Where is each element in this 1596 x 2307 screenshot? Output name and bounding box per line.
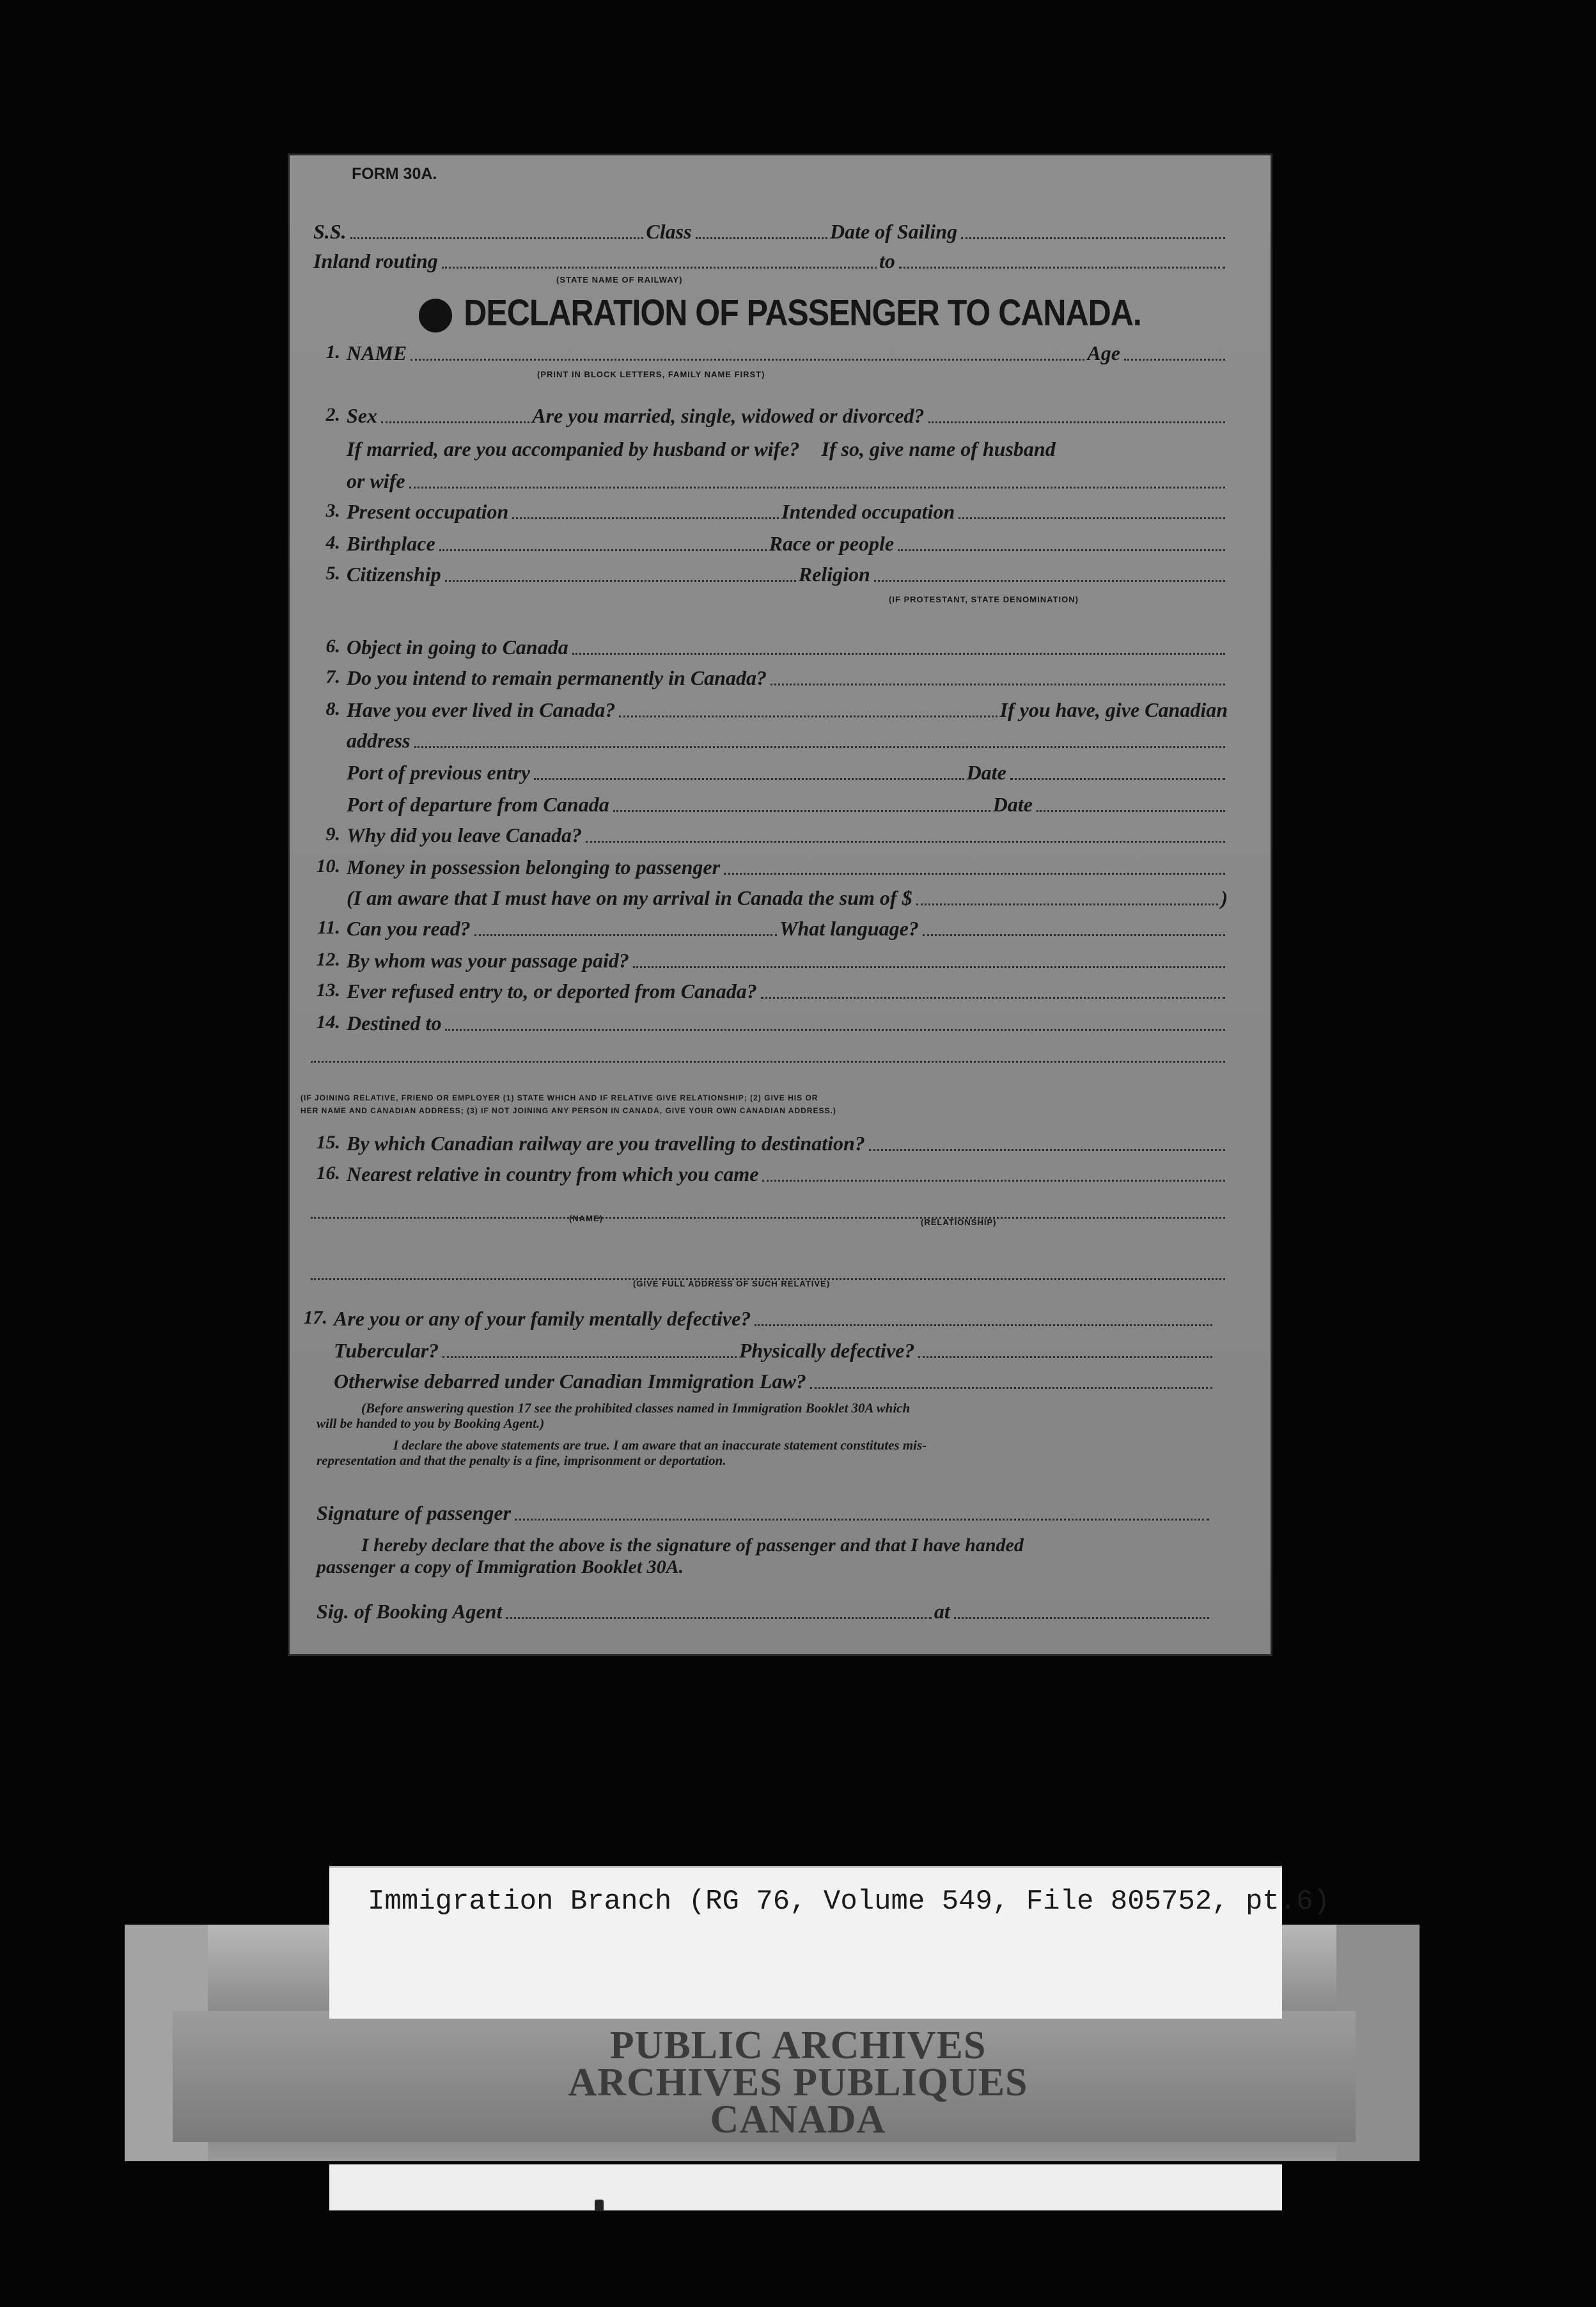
q11-row: 11. Can you read? What language? — [288, 909, 1272, 941]
religion-hint: (IF PROTESTANT, STATE DENOMINATION) — [889, 595, 1079, 604]
archive-label-card — [329, 1866, 1331, 2019]
relationship-sub-label: (RELATIONSHIP) — [921, 1217, 997, 1227]
railway-hint: (STATE NAME OF RAILWAY) — [556, 275, 683, 285]
archives-stamp: PUBLIC ARCHIVES ARCHIVES PUBLIQUES CANADA — [568, 2024, 1028, 2141]
age-label: Age — [1087, 341, 1120, 364]
date-departure-field — [1037, 810, 1225, 812]
q14-line2 — [288, 1036, 1272, 1068]
present-occupation-field — [512, 517, 779, 519]
name-label: NAME — [347, 341, 407, 364]
sex-field — [381, 421, 529, 423]
date-of-sailing-field — [961, 237, 1225, 239]
port-previous-field — [534, 778, 964, 780]
name-hint: (PRINT IN BLOCK LETTERS, FAMILY NAME FIRST) — [537, 370, 765, 379]
bottom-card — [329, 2164, 1282, 2210]
read-field — [474, 934, 777, 936]
note-line-2: will be handed to you by Booking Agent.) — [317, 1416, 545, 1431]
q16-row: 16. Nearest relative in country from which you came — [288, 1155, 1272, 1187]
lived-field — [619, 716, 997, 717]
defective-field — [755, 1324, 1212, 1326]
q14-row: 14. Destined to — [288, 1004, 1272, 1036]
date-previous-field — [1010, 778, 1225, 780]
q7-row: 7. Do you intend to remain permanently in Canada? — [288, 659, 1272, 691]
physically-defective-field — [918, 1356, 1212, 1358]
agent-signature-field — [506, 1617, 931, 1619]
hereby-line-2: passenger a copy of Immigration Booklet 30A. — [317, 1556, 684, 1577]
q6-row: 6. Object in going to Canada — [288, 628, 1272, 660]
signature-row: Signature of passenger — [288, 1494, 1272, 1526]
q2-spouse-row — [288, 430, 1272, 462]
form-code: FORM 30A. — [352, 165, 437, 183]
declare-line-2: representation and that the penalty is a fine, imprisonment or deportation. — [317, 1453, 726, 1468]
destined-field — [445, 1029, 1225, 1031]
tick-mark — [595, 2200, 604, 2211]
signature-field — [515, 1519, 1209, 1521]
q14-hint-2: HER NAME AND CANADIAN ADDRESS; (3) IF NOT JOINING ANY PERSON IN CANADA, GIVE YOUR OWN CANADIAN ADDRESS.) — [301, 1106, 836, 1115]
why-leave-field — [586, 841, 1225, 843]
q8-port-dep-row: Port of departure from Canada Date — [288, 785, 1272, 817]
canadian-address-field — [414, 746, 1225, 748]
language-field — [923, 934, 1225, 936]
address-hint: (GIVE FULL ADDRESS OF SUCH RELATIVE) — [633, 1279, 831, 1288]
intended-occupation-field — [958, 517, 1225, 519]
q17-row: 17. Are you or any of your family mentally defective? — [288, 1299, 1272, 1331]
name-field — [411, 359, 1084, 361]
to-label: to — [879, 249, 895, 272]
relative-field — [762, 1180, 1225, 1182]
note-line-1: (Before answering question 17 see the prohibited classes named in Immigration Booklet 30A which — [361, 1400, 911, 1416]
q17-other-row: Otherwise debarred under Canadian Immigration Law? — [288, 1362, 1272, 1394]
q17-tb-row: Tubercular? Physically defective? — [288, 1331, 1272, 1363]
q2-row: 2. Sex Are you married, single, widowed or divorced? — [288, 396, 1272, 428]
refused-field — [761, 997, 1225, 999]
spouse-name-field — [409, 487, 1225, 489]
railway-field — [869, 1149, 1225, 1151]
sailing-row — [288, 212, 1272, 244]
agent-row: Sig. of Booking Agent at — [288, 1592, 1272, 1624]
passenger-declaration-form — [288, 153, 1272, 1656]
tubercular-field — [442, 1356, 737, 1358]
q9-row: 9. Why did you leave Canada? — [288, 816, 1272, 848]
marital-label: Are you married, single, widowed or divorced? — [532, 404, 925, 427]
q8-address-row: address — [288, 721, 1272, 753]
race-field — [898, 549, 1225, 551]
agent-location-field — [954, 1617, 1209, 1619]
sex-label: Sex — [347, 404, 377, 427]
q4-row: 4. Birthplace Race or people — [288, 524, 1272, 556]
debarred-field — [810, 1387, 1212, 1389]
if-married-label: If married, are you accompanied by husband or wife? — [347, 437, 800, 460]
class-field — [696, 237, 827, 239]
form-title: DECLARATION OF PASSENGER TO CANADA. — [288, 292, 1272, 334]
marital-field — [928, 421, 1225, 423]
inland-routing-row — [288, 242, 1272, 274]
remain-field — [771, 684, 1225, 685]
hereby-line-1: I hereby declare that the above is the signature of passenger and that I have handed — [361, 1535, 1024, 1556]
sum-field — [916, 903, 1219, 905]
date-of-sailing-label: Date of Sailing — [829, 220, 958, 243]
religion-field — [874, 580, 1225, 582]
inland-routing-label: Inland routing — [313, 249, 438, 272]
if-so-label: If so, give name of husband — [821, 437, 1056, 460]
q15-row: 15. By which Canadian railway are you travelling to destination? — [288, 1124, 1272, 1156]
q5-row: 5. Citizenship Religion — [288, 555, 1272, 587]
q8-row: 8. Have you ever lived in Canada? If you have, give Canadian — [325, 698, 1228, 721]
class-label: Class — [646, 220, 692, 243]
punch-hole — [419, 299, 452, 332]
archive-reference: Immigration Branch (RG 76, Volume 549, File 805752, pt.6) — [368, 1886, 1331, 1918]
port-departure-field — [613, 810, 990, 812]
age-field — [1124, 359, 1225, 361]
relative-name-field — [311, 1217, 1225, 1219]
ss-field — [350, 237, 644, 239]
q10-row: 10. Money in possession belonging to passenger — [288, 848, 1272, 880]
q8-port-prev-row: Port of previous entry Date — [288, 753, 1272, 785]
q1-row: 1. NAME Age — [288, 334, 1272, 366]
inland-routing-field — [442, 267, 877, 269]
q2-wife-row: or wife — [288, 462, 1272, 494]
q14-hint-1: (IF JOINING RELATIVE, FRIEND OR EMPLOYER (1) STATE WHICH AND IF RELATIVE GIVE RELATIONSHIP; (2) GIVE HIS OR — [301, 1093, 818, 1102]
birthplace-field — [439, 549, 767, 551]
money-field — [724, 873, 1225, 875]
name-sub-label: (NAME) — [569, 1214, 603, 1223]
q3-row: 3. Present occupation Intended occupation — [288, 492, 1272, 524]
destined-field-2 — [311, 1061, 1225, 1063]
object-field — [572, 653, 1225, 655]
q16-line2 — [288, 1192, 1272, 1224]
declare-line-1: I declare the above statements are true. I am aware that an inaccurate statement constitutes mis- — [393, 1437, 927, 1453]
q12-row: 12. By whom was your passage paid? — [288, 941, 1272, 973]
citizenship-field — [445, 580, 796, 582]
passage-paid-field — [633, 966, 1225, 968]
q10-aware-row: (I am aware that I must have on my arrival in Canada the sum of $ ) — [347, 886, 1228, 909]
to-field — [899, 267, 1225, 269]
ss-label: S.S. — [313, 220, 347, 243]
q13-row: 13. Ever refused entry to, or deported from Canada? — [288, 972, 1272, 1004]
